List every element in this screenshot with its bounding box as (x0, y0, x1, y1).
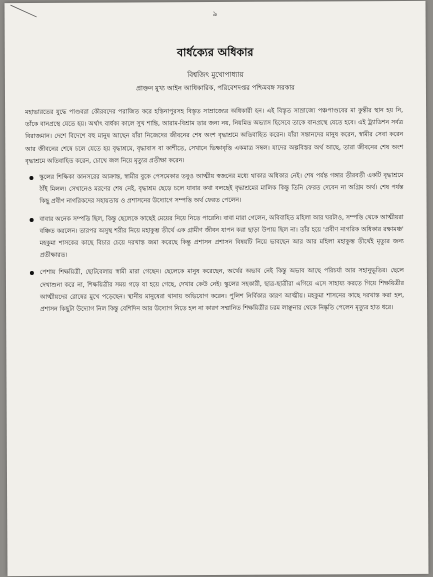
author-name: বিশ্বজিৎ মুখোপাধ্যায় (187, 70, 244, 80)
document-page (5, 1, 429, 576)
case-list (25, 170, 404, 316)
intro-paragraph: মহাভারতের যুদ্ধে পাণ্ডবরা কৌরবদের পরাজিত করে হস্তিনাপুরসহ বিস্তৃত সাম্রাজ্যের অধিকারী হন। এই বিস্তৃত সাম্রাজ্যে পঞ্চপাণ্ডবের মা কুন্তীর স্থান হয় নি, তাঁকে বানপ্রস্থে যেতে হয়। অর্থাৎ বার্ধক্য কালে সুখ শান্তি, আরাম-বিশ্রাম তার জন্য নয়, নিয়মিত অভ্যাস হিসেবে তাকে বানপ্রস্থে যেতে হবে। এই ট্র্যাডিশন সর্বত্র বিরাজমান। দেশে বিদেশে বহু মানুষ আছেন যাঁরা নিজেদের জীবনের শেষ অংশ বৃদ্ধাশ্রমে অতিবাহিত করেন। যাঁরা সন্তানদের মানুষ করেন, স্বামীর সেবা করেন আর জীবনের শেষে চলে যেতে হয় বৃদ্ধাশ্রমে, বৃদ্ধাবাস বা কাশীতে, সেখানে ভিক্ষাবৃত্তি একমাত্র সম্বল। যাদের অল্পবিস্তর অর্থ আছে, তারা জীবনের শেষ অংশ বৃদ্ধাশ্রমে অতিবাহিত করেন, চোখে জল নিয়ে মৃত্যুর প্রতীক্ষা করেন। (25, 107, 404, 165)
page-number: ৯ (212, 9, 218, 19)
bullet-icon (30, 218, 34, 222)
article-body (25, 105, 404, 321)
bullet-icon (30, 271, 34, 275)
list-item-text: স্কুলের শিক্ষিকা কানসরের আক্রান্ত, স্বামীর বুকে পেসমেকার তবুও আত্মীয় স্বজনের মধ্যে থাকার অধিকার নেই। শেষ পর্যন্ত গঙ্গার তীরবর্তী একটি বৃদ্ধাশ্রমে ঠাঁই মিলল। সেখানেও মরণের শেষ নেই, বৃদ্ধাশ্রম ছেড়ে চলে যাবার কথা বলছেই বৃদ্ধাশ্রমের মালিক কিন্তু তিনি ফেরত দেবেন না অগ্রিম অর্থ। শেষ পর্যন্ত কিছু প্রবীণ নাগরিকদের সহায়তায় ও প্রশাসনের উদ্যোগে সম্পত্তি অর্থ ফেরত পেলেন। (39, 172, 404, 206)
bullet-icon (29, 176, 33, 180)
author-designation: প্রাক্তন মুখ্য আইন আধিকারিক, পরিবেশদপ্তর পশ্চিমবঙ্গ সরকার (136, 83, 295, 93)
list-item-text: বাবার অনেক সম্পত্তি ছিল, কিন্তু ছেলেকে কাছেই মেয়ের নিয়ে নিতে পারেনি। বাবা মারা গেলেন, অবিবাহিত মহিলা আর ঘরটাও, সম্পত্তি থেকে আত্মীয়রা বঞ্চিত করলেন। তারপর অসুস্থ শরীর নিয়ে মহাকুম্ভ তীর্থে এক গ্রামীণ জীবন যাপন করা ছাড়া উপায় ছিল না। তাঁর হয়ে 'প্রবীণ নাগরিক অধিকার রক্ষামঞ্চ' মহকুমা শাসকের কাছে বিচার চেয়ে দরখাস্ত জমা করেছে কিন্তু প্রশাসন প্রশাসন বিষয়টি নিয়ে ভাবছেন আর আর মহিলা মহাকুম্ভ তীর্থেই মৃত্যুর জন্য প্রতীক্ষারত। (39, 213, 404, 260)
list-item (39, 170, 403, 209)
list-item-text: পেশায় শিক্ষয়িত্রী, ছোটবেলায় স্বামী মারা গেছেন। ছেলেকে মানুষ করেছেন, অর্থের অভাব নেই কিন্তু অভাব আছে পরিচর্যা আর সহানুভূতির। ছেলে দেখাশুনা করে না, শিক্ষয়িত্রীর সময় গড়ে যা হয়ে গেছে, দেখার কেউ নেই। স্কুলের সহকারী, ছাত্র-ছাত্রীরা এগিয়ে এসে সাহায্য করতে গিয়ে শিক্ষয়িত্রীর আত্মীয়দের রোষের মুখে পড়েছেন। স্থানীয় মানুষেরা থানায় অভিযোগ করেন। পুলিশ নির্বিকার কারণ আত্মীয়। মহকুমা শাসনের কাছে দরখাস্ত করা হল, প্রশাসন কিছুটা উদ্যোগ নিল কিন্তু বেশিদিন আর উদ্যোগ নিতে হল না কারণ সম্মানিত শিক্ষয়িত্রীর চরম লাঞ্ছনার থেকে নিষ্কৃতি পেলেন মৃত্যুর হাত ধরে। (39, 267, 405, 313)
list-item (40, 265, 404, 316)
article-title: বার্ধক্যের অধিকার (176, 45, 254, 60)
list-item (40, 212, 404, 263)
